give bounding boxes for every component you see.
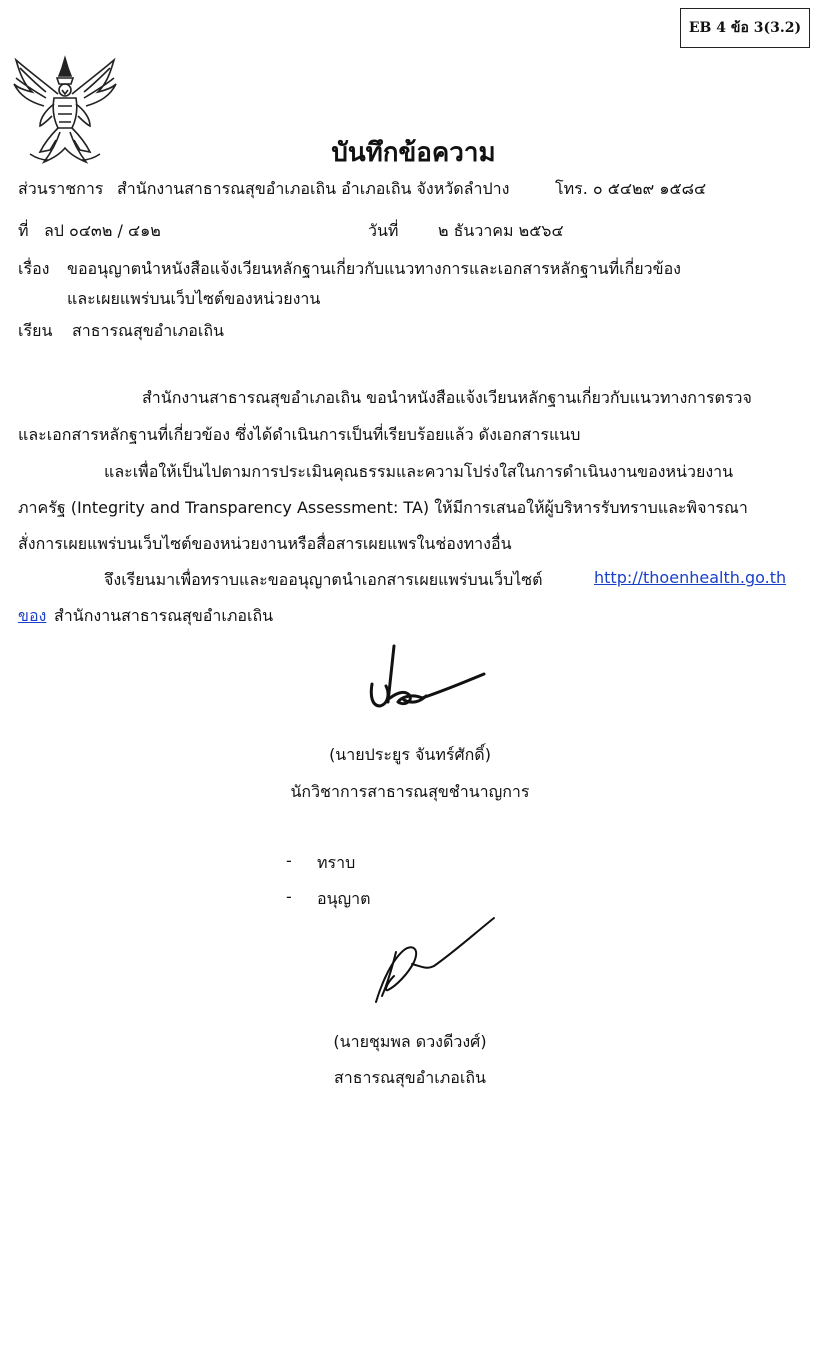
department-value: สำนักงานสาธารณสุขอำเภอเถิน อำเภอเถิน จังหวัดลำปาง bbox=[117, 179, 510, 198]
reference-code-box bbox=[680, 8, 810, 48]
website-link-continued[interactable]: ของ bbox=[18, 606, 47, 625]
paragraph-2-line-1: และเพื่อให้เป็นไปตามการประเมินคุณธรรมและความโปร่งใสในการดำเนินงานของหน่วยงาน bbox=[104, 462, 734, 481]
subject-label: เรื่อง bbox=[18, 259, 50, 278]
option-2-dash: - bbox=[286, 887, 292, 906]
paragraph-2-line-2: ภาครัฐ (Integrity and Transparency Assessment: TA) ให้มีการเสนอให้ผู้บริหารรับทราบและพิจารณา bbox=[18, 498, 748, 517]
paragraph-3-line-2: สำนักงานสาธารณสุขอำเภอเถิน bbox=[54, 606, 274, 625]
paragraph-1-line-2: และเอกสารหลักฐานที่เกี่ยวข้อง ซึ่งได้ดำเนินการเป็นที่เรียบร้อยแล้ว ดังเอกสารแนบ bbox=[18, 425, 581, 444]
option-acknowledge: ทราบ bbox=[317, 853, 356, 872]
phone-value: โทร. ๐ ๕๔๒๙ ๑๕๘๔ bbox=[555, 179, 707, 198]
subject-line-2: และเผยแพร่บนเว็บไซต์ของหน่วยงาน bbox=[67, 289, 321, 308]
department-label: ส่วนราชการ bbox=[18, 179, 104, 198]
to-label: เรียน bbox=[18, 321, 53, 340]
paragraph-2-line-3: สั่งการเผยแพร่บนเว็บไซต์ของหน่วยงานหรือสื่อสารเผยแพรในช่องทางอื่น bbox=[18, 534, 512, 553]
date-label: วันที่ bbox=[368, 221, 399, 240]
signature-1 bbox=[360, 640, 490, 716]
option-1-dash: - bbox=[286, 851, 292, 870]
signer-2-name: (นายชุมพล ดวงดีวงศ์) bbox=[333, 1032, 487, 1051]
paragraph-3-line-1: จึงเรียนมาเพื่อทราบและขออนุญาตนำเอกสารเผยแพร่บนเว็บไซต์ bbox=[104, 570, 543, 589]
website-link[interactable]: http://thoenhealth.go.th bbox=[594, 568, 787, 587]
signer-1-position: นักวิชาการสาธารณสุขชำนาญการ bbox=[290, 782, 530, 801]
signer-1-name: (นายประยูร จันทร์ศักดิ์) bbox=[329, 745, 491, 764]
paragraph-1-line-1: สำนักงานสาธารณสุขอำเภอเถิน ขอนำหนังสือแจ้งเวียนหลักฐานเกี่ยวกับแนวทางการตรวจ bbox=[142, 388, 752, 407]
ref-label: ที่ bbox=[18, 221, 29, 240]
reference-code: EB 4 ข้อ 3(3.2) bbox=[688, 20, 802, 36]
date-value: ๒ ธันวาคม ๒๕๖๔ bbox=[438, 221, 564, 240]
signature-2 bbox=[368, 912, 500, 1008]
ref-number: ลป ๐๔๓๒ / ๔๑๒ bbox=[44, 221, 161, 240]
to-value: สาธารณสุขอำเภอเถิน bbox=[72, 321, 224, 340]
option-approve: อนุญาต bbox=[317, 889, 371, 908]
subject-line-1: ขออนุญาตนำหนังสือแจ้งเวียนหลักฐานเกี่ยวกับแนวทางการและเอกสารหลักฐานที่เกี่ยวข้อง bbox=[67, 259, 681, 278]
document-title: บันทึกข้อความ bbox=[331, 138, 496, 168]
signer-2-position: สาธารณสุขอำเภอเถิน bbox=[334, 1068, 486, 1087]
